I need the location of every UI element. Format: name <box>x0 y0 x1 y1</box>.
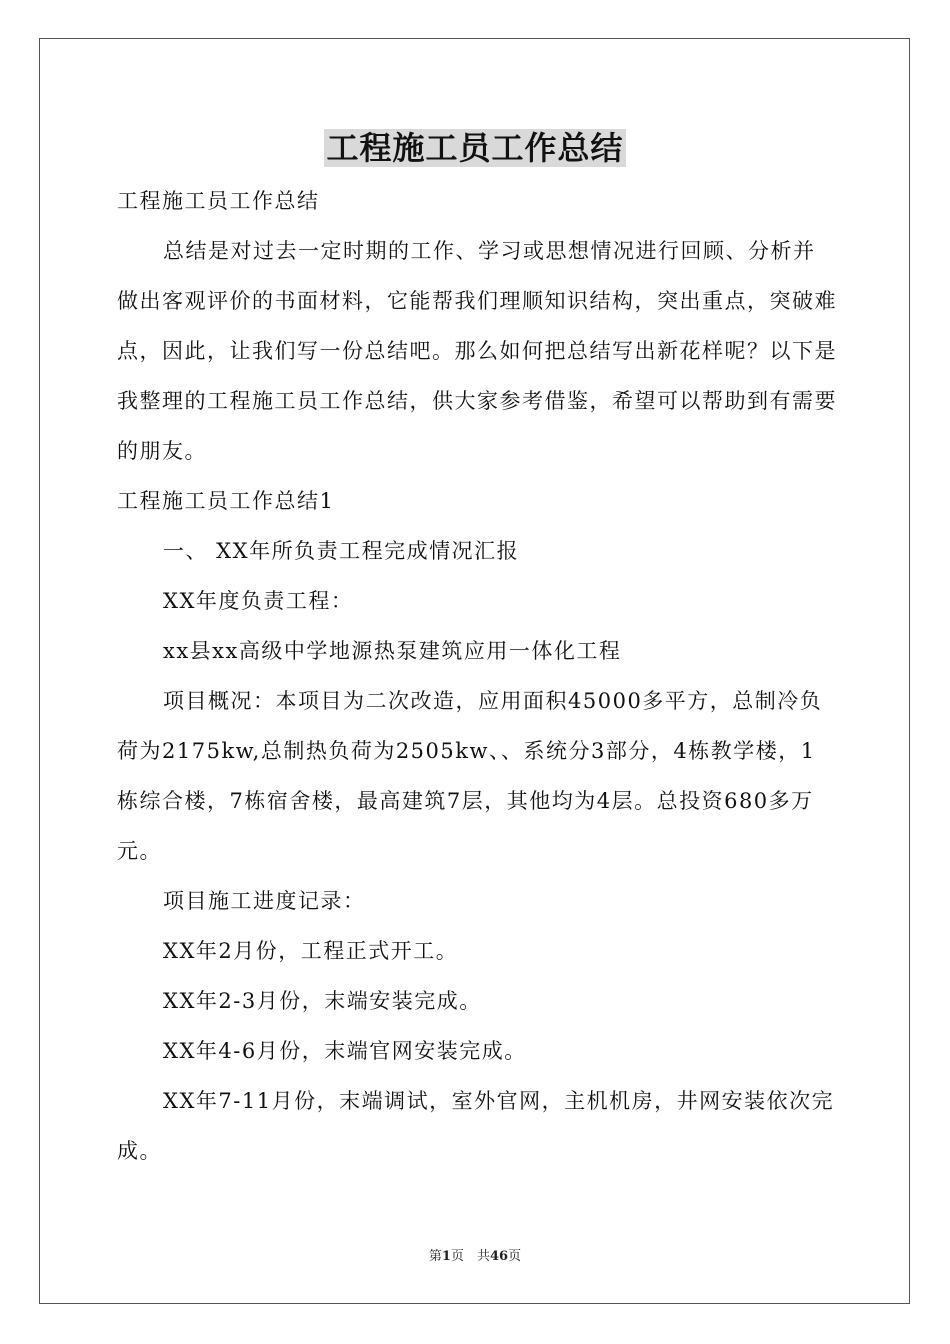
paragraph: xx县xx高级中学地源热泵建筑应用一体化工程 <box>163 639 622 663</box>
document-title-text: 工程施工员工作总结 <box>326 129 624 167</box>
document-title <box>0 126 950 170</box>
footer-prefix: 第 <box>428 1249 442 1264</box>
paragraph: 项目概况：本项目为二次改造，应用面积45000多平方，总制冷负荷为2175kw,总制热负荷为2505kw、、系统分3部分，4栋教学楼，1栋综合楼，7栋宿舍楼，最高建筑7层，其他均为4层。总投资680多万元。 <box>117 689 823 863</box>
paragraph: 总结是对过去一定时期的工作、学习或思想情况进行回顾、分析并做出客观评价的书面材料，它能帮我们理顺知识结构，突出重点，突破难点，因此，让我们写一份总结吧。那么如何把总结写出新花样呢？以下是我整理的工程施工员工作总结，供大家参考借鉴，希望可以帮助到有需要的朋友。 <box>117 239 837 463</box>
paragraph: 工程施工员工作总结1 <box>117 489 335 513</box>
paragraph: XX年4-6月份，末端官网安装完成。 <box>163 1039 527 1063</box>
page-footer <box>0 1248 950 1266</box>
paragraph: XX年7-11月份，末端调试，室外官网，主机机房，井网安装依次完成。 <box>117 1089 835 1163</box>
paragraph: XX年度负责工程： <box>163 589 354 613</box>
paragraph: XX年2月份，工程正式开工。 <box>163 939 459 963</box>
footer-middle: 页 共 <box>450 1249 490 1264</box>
paragraph: 项目施工进度记录： <box>163 889 366 913</box>
footer-total-pages: 46 <box>489 1249 509 1264</box>
paragraph: 工程施工员工作总结 <box>117 189 320 213</box>
document-body <box>117 176 837 1176</box>
footer-suffix: 页 <box>508 1249 522 1264</box>
footer-current-page: 1 <box>441 1249 451 1264</box>
paragraph: XX年2-3月份，末端安装完成。 <box>163 989 482 1013</box>
paragraph: 一、 XX年所负责工程完成情况汇报 <box>163 539 520 563</box>
